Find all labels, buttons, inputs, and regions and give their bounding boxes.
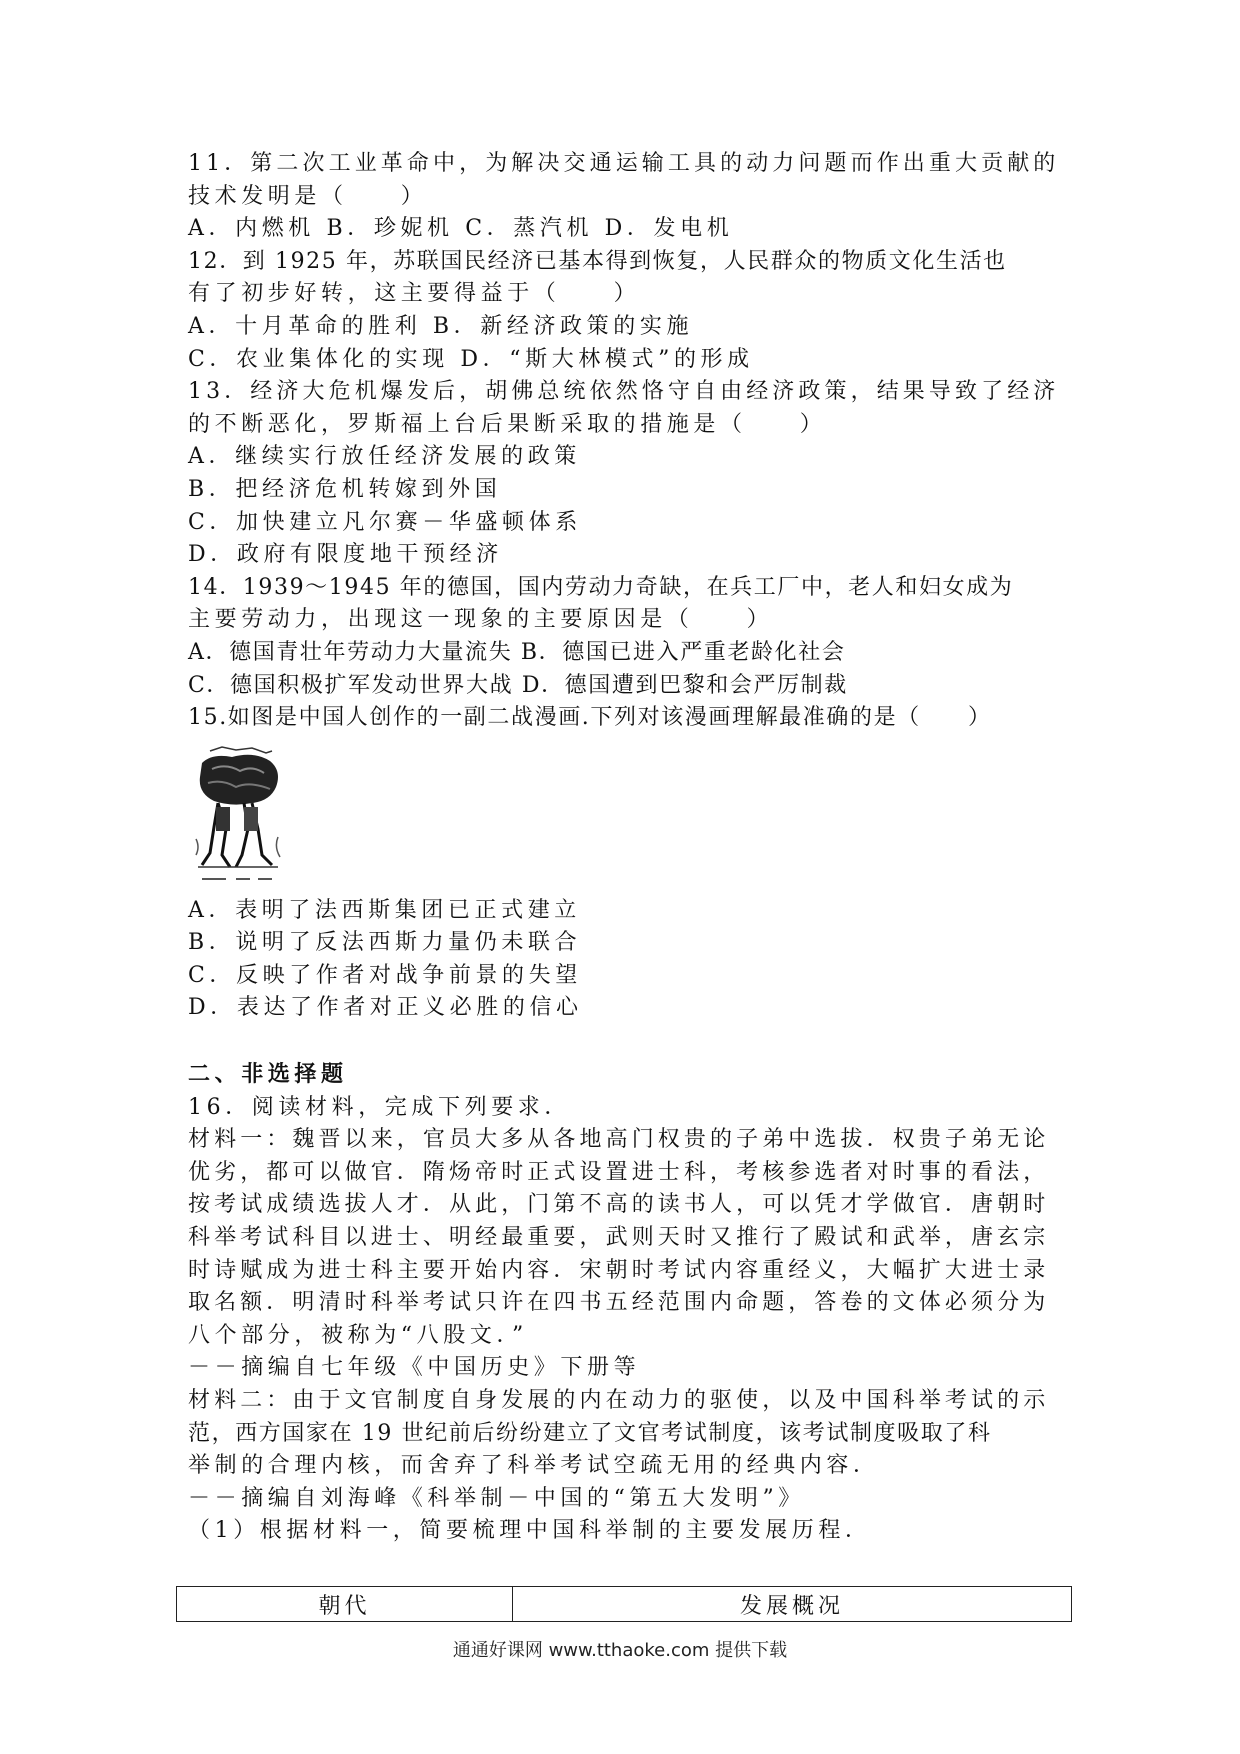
- q12-options-line1: A．十月革命的胜利 B．新经济政策的实施: [188, 313, 694, 339]
- section-heading: 二、非选择题: [188, 1062, 348, 1088]
- q13-stem-line2: 的不断恶化，罗斯福上台后果断采取的措施是（ ）: [188, 411, 827, 437]
- q16-material2-source: －－摘编自刘海峰《科举制－中国的“第五大发明”》: [188, 1485, 805, 1511]
- q11-stem-line1: 11．第二次工业革命中，为解决交通运输工具的动力问题而作出重大贡献的: [188, 151, 1060, 176]
- document-body: [188, 148, 1058, 1548]
- answer-table: [176, 1586, 1072, 1622]
- q13-option-b: B．把经济危机转嫁到外国: [188, 476, 502, 502]
- q14-options-line2: C．德国积极扩军发动世界大战 D．德国遭到巴黎和会严厉制裁: [188, 672, 848, 698]
- q16-subquestion1: （1）根据材料一，简要梳理中国科举制的主要发展历程．: [188, 1518, 872, 1544]
- q15-option-b: B．说明了反法西斯力量仍未联合: [188, 930, 582, 956]
- q16-material1-source: －－摘编自七年级《中国历史》下册等: [188, 1355, 641, 1381]
- q15-option-d: D．表达了作者对正义必胜的信心: [188, 995, 583, 1021]
- q12-options-line2: C．农业集体化的实现 D．“斯大林模式”的形成: [188, 346, 754, 372]
- table-header-dynasty: 朝代: [177, 1587, 513, 1622]
- table-header-development: 发展概况: [513, 1587, 1072, 1622]
- table-header-row: [177, 1587, 1072, 1622]
- q11-options: A．内燃机 B．珍妮机 C．蒸汽机 D．发电机: [188, 216, 734, 242]
- q11-stem-line2: 技术发明是（ ）: [188, 183, 428, 209]
- q13-stem-line1: 13．经济大危机爆发后，胡佛总统依然恪守自由经济政策，结果导致了经济: [188, 379, 1060, 405]
- section-spacer: [188, 1025, 1058, 1059]
- q16-stem: 16．阅读材料，完成下列要求．: [188, 1094, 571, 1120]
- q16-material2-line3: 举制的合理内核，而舍弃了科举考试空疏无用的经典内容．: [188, 1453, 880, 1479]
- q12-stem-line2: 有了初步好转，这主要得益于（ ）: [188, 281, 641, 307]
- q14-stem-line2: 主要劳动力，出现这一现象的主要原因是（ ）: [188, 607, 774, 633]
- q12-stem-line1: 12．到 1925 年，苏联国民经济已基本得到恢复，人民群众的物质文化生活也: [188, 248, 1007, 274]
- q16-material1-line3: 按考试成绩选拔人才．从此，门第不高的读书人，可以凭才学做官．唐朝时: [188, 1192, 1050, 1218]
- q15-option-a: A．表明了法西斯集团已正式建立: [188, 897, 581, 923]
- q13-option-a: A．继续实行放任经济发展的政策: [188, 444, 581, 470]
- page-footer: 通通好课网 www.tthaoke.com 提供下载: [452, 1640, 788, 1661]
- q13-option-d: D．政府有限度地干预经济: [188, 542, 503, 568]
- q14-stem-line1: 14．1939～1945 年的德国，国内劳动力奇缺，在兵工厂中，老人和妇女成为: [188, 574, 1014, 600]
- q15-stem: 15.如图是中国人创作的一副二战漫画.下列对该漫画理解最准确的是（ ）: [188, 705, 992, 731]
- q16-material1-line1: 材料一：魏晋以来，官员大多从各地高门权贵的子弟中选拔．权贵子弟无论: [188, 1127, 1050, 1153]
- q16-material2-line2: 范，西方国家在 19 世纪前后纷纷建立了文官考试制度，该考试制度吸取了科: [188, 1420, 992, 1446]
- q16-material1-line6: 取名额．明清时科举考试只许在四书五经范围内命题，答卷的文体必须分为: [188, 1290, 1050, 1316]
- q16-material1-line5: 时诗赋成为进士科主要开始内容．宋朝时考试内容重经义，大幅扩大进士录: [188, 1257, 1050, 1283]
- q14-options-line1: A．德国青壮年劳动力大量流失 B．德国已进入严重老龄化社会: [188, 639, 846, 665]
- q16-material1-line7: 八个部分，被称为“八股文．”: [188, 1322, 528, 1348]
- q13-option-c: C．加快建立凡尔赛－华盛顿体系: [188, 509, 582, 535]
- q15-option-c: C．反映了作者对战争前景的失望: [188, 962, 582, 988]
- q16-material1-line2: 优劣，都可以做官．隋炀帝时正式设置进士科，考核参选者对时事的看法，: [188, 1159, 1050, 1185]
- ww2-cartoon-image: [192, 743, 284, 885]
- q16-material2-line1: 材料二：由于文官制度自身发展的内在动力的驱使，以及中国科举考试的示: [188, 1388, 1050, 1413]
- q16-material1-line4: 科举考试科目以进士、明经最重要，武则天时又推行了殿试和武举，唐玄宗: [188, 1225, 1050, 1251]
